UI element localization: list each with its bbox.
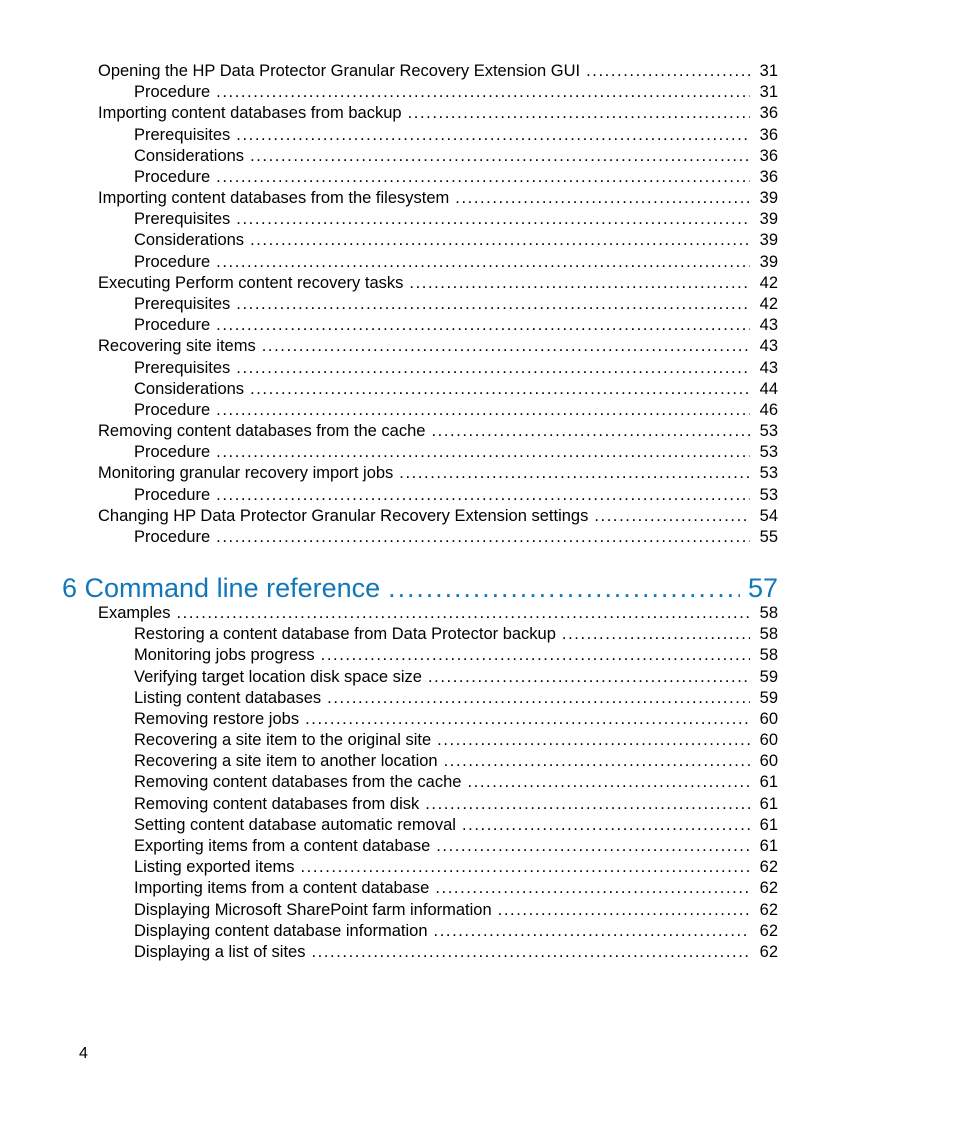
- dot-leader: [408, 103, 750, 123]
- toc-entry-title: Executing Perform content recovery tasks: [98, 273, 409, 293]
- dot-leader: [399, 463, 750, 483]
- dot-leader: [250, 230, 750, 250]
- toc-entry-page: 42: [759, 295, 778, 313]
- dot-leader: [216, 167, 750, 187]
- toc-entry-page: 62: [759, 901, 778, 919]
- toc-entry-title: Importing content databases from the filesystem: [98, 188, 455, 208]
- toc-entry-title: Removing content databases from the cache: [134, 772, 467, 792]
- toc-entry-title: Procedure: [134, 167, 216, 187]
- toc-entry-page: 58: [759, 625, 778, 643]
- toc-entry-title: Monitoring granular recovery import jobs: [98, 463, 399, 483]
- toc-entry-title: Recovering site items: [98, 336, 262, 356]
- toc-section-entry[interactable]: [98, 421, 778, 441]
- dot-leader: [216, 252, 750, 272]
- dot-leader: [250, 146, 750, 166]
- toc-entry-page: 54: [759, 507, 778, 525]
- toc-entry-title: Displaying content database information: [134, 921, 434, 941]
- toc-subsection-entry[interactable]: [134, 252, 778, 272]
- toc-subsection-entry[interactable]: [134, 751, 778, 771]
- toc-entry-page: 61: [759, 816, 778, 834]
- toc-subsection-entry[interactable]: [134, 688, 778, 708]
- toc-entry-page: 62: [759, 922, 778, 940]
- toc-subsection-entry[interactable]: [134, 900, 778, 920]
- toc-entry-page: 62: [759, 879, 778, 897]
- chapter-title: 6 Command line reference: [62, 573, 381, 603]
- toc-subsection-entry[interactable]: [134, 146, 778, 166]
- toc-entry-page: 61: [759, 837, 778, 855]
- toc-entry-title: Procedure: [134, 252, 216, 272]
- toc-subsection-entry[interactable]: [134, 485, 778, 505]
- toc-entry-title: Importing items from a content database: [134, 878, 435, 898]
- toc-subsection-entry[interactable]: [134, 315, 778, 335]
- toc-entry-page: 61: [759, 773, 778, 791]
- toc-entry-page: 53: [759, 422, 778, 440]
- toc-entry-title: Importing content databases from backup: [98, 103, 408, 123]
- dot-leader: [388, 571, 740, 605]
- toc-subsection-entry[interactable]: [134, 379, 778, 399]
- toc-entry-title: Restoring a content database from Data Protector backup: [134, 624, 562, 644]
- dot-leader: [437, 730, 750, 750]
- toc-entry-title: Considerations: [134, 230, 250, 250]
- toc-subsection-entry[interactable]: [134, 667, 778, 687]
- toc-entry-page: 46: [759, 401, 778, 419]
- toc-entry-page: 60: [759, 752, 778, 770]
- toc-entry-page: 58: [759, 646, 778, 664]
- toc-subsection-entry[interactable]: [134, 794, 778, 814]
- toc-entry-page: 42: [759, 274, 778, 292]
- toc-subsection-entry[interactable]: [134, 772, 778, 792]
- dot-leader: [236, 209, 750, 229]
- toc-entry-title: Prerequisites: [134, 358, 236, 378]
- dot-leader: [216, 82, 750, 102]
- dot-leader: [425, 794, 750, 814]
- toc-entry-page: 53: [759, 464, 778, 482]
- chapter-heading[interactable]: [62, 571, 778, 605]
- toc-entry-page: 36: [759, 147, 778, 165]
- dot-leader: [409, 273, 750, 293]
- toc-entry-page: 36: [759, 168, 778, 186]
- toc-entry-page: 31: [759, 83, 778, 101]
- toc-entry-title: Listing exported items: [134, 857, 301, 877]
- toc-entry-title: Procedure: [134, 400, 216, 420]
- toc-entry-page: 62: [759, 943, 778, 961]
- dot-leader: [216, 400, 750, 420]
- toc-entry-title: Considerations: [134, 379, 250, 399]
- toc-entry-page: 53: [759, 486, 778, 504]
- dot-leader: [498, 900, 750, 920]
- dot-leader: [176, 603, 750, 623]
- dot-leader: [428, 667, 750, 687]
- dot-leader: [216, 527, 750, 547]
- toc-subsection-entry[interactable]: [134, 294, 778, 314]
- toc-subsection-entry[interactable]: [134, 209, 778, 229]
- toc-entry-page: 59: [759, 689, 778, 707]
- dot-leader: [435, 878, 750, 898]
- dot-leader: [434, 921, 750, 941]
- toc-entry-page: 36: [759, 104, 778, 122]
- dot-leader: [562, 624, 750, 644]
- toc-entry-page: 39: [759, 253, 778, 271]
- toc-subsection-entry[interactable]: [134, 836, 778, 856]
- toc-entry-title: Verifying target location disk space size: [134, 667, 428, 687]
- toc-entry-page: 43: [759, 337, 778, 355]
- toc-section-entry[interactable]: [98, 273, 778, 293]
- toc-entry-title: Removing content databases from the cache: [98, 421, 431, 441]
- toc-entry-title: Procedure: [134, 442, 216, 462]
- dot-leader: [301, 857, 751, 877]
- toc-subsection-entry[interactable]: [134, 921, 778, 941]
- toc-entry-title: Procedure: [134, 82, 216, 102]
- toc-subsection-entry[interactable]: [134, 358, 778, 378]
- toc-subsection-entry[interactable]: [134, 857, 778, 877]
- toc-subsection-entry[interactable]: [134, 400, 778, 420]
- dot-leader: [312, 942, 751, 962]
- dot-leader: [436, 836, 750, 856]
- toc-entry-title: Prerequisites: [134, 209, 236, 229]
- toc-entry-title: Prerequisites: [134, 125, 236, 145]
- toc-section-entry[interactable]: [98, 506, 778, 526]
- toc-entry-page: 39: [759, 189, 778, 207]
- toc-entry-page: 39: [759, 210, 778, 228]
- toc-entry-title: Displaying a list of sites: [134, 942, 312, 962]
- toc-entry-page: 58: [759, 604, 778, 622]
- toc-entry-title: Prerequisites: [134, 294, 236, 314]
- chapter-page: 57: [747, 573, 778, 603]
- toc-subsection-entry[interactable]: [134, 527, 778, 547]
- toc-entry-title: Monitoring jobs progress: [134, 645, 321, 665]
- dot-leader: [444, 751, 750, 771]
- toc-entry-page: 59: [759, 668, 778, 686]
- dot-leader: [594, 506, 750, 526]
- dot-leader: [236, 358, 750, 378]
- toc-entry-page: 43: [759, 316, 778, 334]
- dot-leader: [455, 188, 750, 208]
- toc-entry-page: 61: [759, 795, 778, 813]
- toc-section-entry[interactable]: [98, 188, 778, 208]
- toc-entry-title: Changing HP Data Protector Granular Recovery Extension settings: [98, 506, 594, 526]
- toc-entry-page: 39: [759, 231, 778, 249]
- toc-entry-title: Displaying Microsoft SharePoint farm information: [134, 900, 498, 920]
- toc-entry-title: Removing restore jobs: [134, 709, 305, 729]
- toc-entry-title: Procedure: [134, 485, 216, 505]
- dot-leader: [216, 315, 750, 335]
- toc-section-entry[interactable]: [98, 336, 778, 356]
- dot-leader: [467, 772, 750, 792]
- toc-entry-title: Removing content databases from disk: [134, 794, 425, 814]
- toc-entry-page: 44: [759, 380, 778, 398]
- toc-entry-title: Opening the HP Data Protector Granular Recovery Extension GUI: [98, 61, 586, 81]
- dot-leader: [305, 709, 750, 729]
- toc-subsection-entry[interactable]: [134, 645, 778, 665]
- toc-section-entry[interactable]: [98, 463, 778, 483]
- toc-subsection-entry[interactable]: [134, 730, 778, 750]
- toc-entry-title: Examples: [98, 603, 176, 623]
- toc-subsection-entry[interactable]: [134, 230, 778, 250]
- dot-leader: [462, 815, 750, 835]
- toc-entry-page: 43: [759, 359, 778, 377]
- dot-leader: [250, 379, 750, 399]
- page-number: 4: [79, 1045, 88, 1062]
- toc-entry-page: 55: [759, 528, 778, 546]
- toc-entry-page: 62: [759, 858, 778, 876]
- dot-leader: [236, 294, 750, 314]
- toc-subsection-entry[interactable]: [134, 125, 778, 145]
- dot-leader: [262, 336, 750, 356]
- toc-subsection-entry[interactable]: [134, 624, 778, 644]
- toc-subsection-entry[interactable]: [134, 82, 778, 102]
- toc-section-entry[interactable]: [98, 61, 778, 81]
- dot-leader: [586, 61, 750, 81]
- toc-entry-page: 36: [759, 126, 778, 144]
- dot-leader: [236, 125, 750, 145]
- toc-entry-page: 53: [759, 443, 778, 461]
- toc-entry-title: Exporting items from a content database: [134, 836, 436, 856]
- dot-leader: [431, 421, 750, 441]
- toc-section-entry[interactable]: [98, 103, 778, 123]
- toc-entry-page: 31: [759, 62, 778, 80]
- dot-leader: [216, 442, 750, 462]
- toc-section-entry[interactable]: [98, 603, 778, 623]
- toc-entry-title: Procedure: [134, 527, 216, 547]
- toc-subsection-entry[interactable]: [134, 942, 778, 962]
- toc-entry-title: Considerations: [134, 146, 250, 166]
- toc-entry-page: 60: [759, 731, 778, 749]
- toc-subsection-entry[interactable]: [134, 442, 778, 462]
- toc-entry-title: Setting content database automatic removal: [134, 815, 462, 835]
- toc-entry-page: 60: [759, 710, 778, 728]
- toc-subsection-entry[interactable]: [134, 815, 778, 835]
- dot-leader: [321, 645, 750, 665]
- toc-subsection-entry[interactable]: [134, 167, 778, 187]
- dot-leader: [327, 688, 750, 708]
- toc-entry-title: Listing content databases: [134, 688, 327, 708]
- toc-subsection-entry[interactable]: [134, 878, 778, 898]
- toc-entry-title: Procedure: [134, 315, 216, 335]
- toc-entry-title: Recovering a site item to the original site: [134, 730, 437, 750]
- toc-entry-title: Recovering a site item to another location: [134, 751, 444, 771]
- dot-leader: [216, 485, 750, 505]
- toc-subsection-entry[interactable]: [134, 709, 778, 729]
